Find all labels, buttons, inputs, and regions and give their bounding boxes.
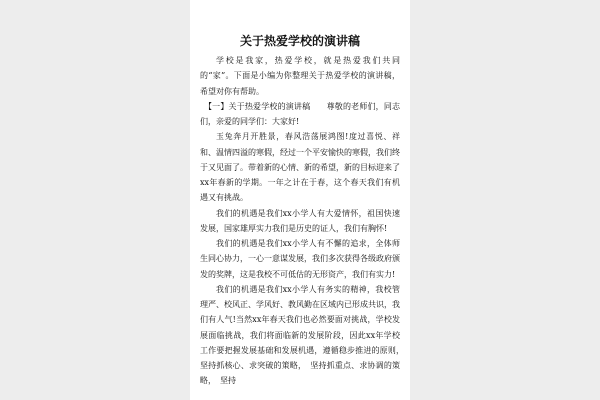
body-paragraph: 我们的机遇是我们xx小学人有不懈的追求，全体师生同心协力，一心一意谋发展，我们多次获得各级政府颁发的奖牌，这是我校不可低估的无形资产，我们有实力!	[200, 239, 400, 279]
body-paragraph: 我们的机遇是我们xx小学人有务实的精神，我校管理严、校风正、学风好、教风勤在区域内已形成共识，我们有人气!当然xx年春天我们也必然要面对挑战，学校发展面临挑战，我们将面临新的发展阶段，因此xx年学校工作要把握发展基础和发展机遇，遵循稳步推进的原则， 坚持抓核心、求突破的策略， 坚持抓重点、求协调的策略， 坚持	[200, 284, 408, 386]
section-heading: 【一】关于热爱学校的演讲稿 尊敬的老师们，同志们，亲爱的同学们：大家好!	[200, 101, 400, 126]
document-title: 关于热爱学校的演讲稿	[239, 34, 360, 48]
document-body	[200, 53, 408, 389]
body-paragraph: 我们的机遇是我们xx小学人有大爱情怀，祖国快速发展，国家雄厚实力我们是历史的证人，我们有胸怀!	[200, 208, 400, 233]
document-page	[190, 0, 410, 400]
body-paragraph: 玉兔奔月开胜景，春风浩荡展鸿图!度过喜悦、祥和、温情四溢的寒假，经过一个平安愉快的寒假，我们终于又见面了。带着新的心情、新的希望，新的目标迎来了xx年春新的学期。一年之计在于春，这个春天我们有机遇又有挑战。	[200, 132, 400, 203]
intro-paragraph: 学校是我家，热爱学校，就是热爱我们共同的“家”。下面是小编为你整理关于热爱学校的演讲稿，希望对你有帮助。	[200, 56, 400, 96]
